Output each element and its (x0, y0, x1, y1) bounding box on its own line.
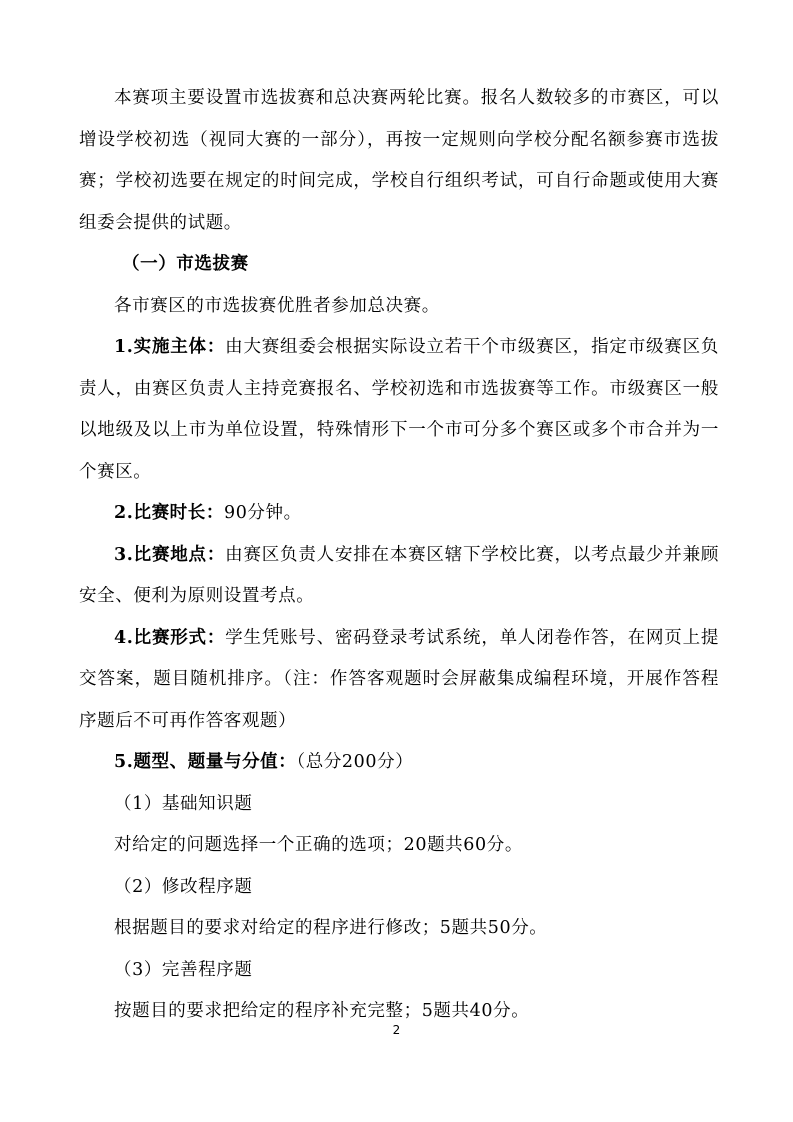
item-duration (79, 493, 719, 535)
section-heading: （一）市选拔赛 (122, 254, 249, 274)
intro-paragraph: 本赛项主要设置市选拔赛和总决赛两轮比赛。报名人数较多的市赛区，可以增设学校初选（视同大赛的一部分），再按一定规则向学校分配名额参赛市选拔赛；学校初选要在规定的时间完成，学校自行组织考试，可自行命题或使用大赛组委会提供的试题。 (79, 88, 719, 233)
question-type-desc: 按题目的要求把给定的程序补充完整；5题共40分。 (114, 1001, 530, 1021)
item-label: 3.比赛地点： (114, 544, 226, 565)
item-text: 90分钟。 (223, 503, 302, 523)
question-type-title: （2）修改程序题 (114, 876, 253, 897)
item-text: 由赛区负责人安排在本赛区辖下学校比赛，以考点最少并兼顾安全、便利为原则设置考点。 (79, 544, 719, 606)
item-label: 4.比赛形式： (114, 627, 226, 648)
item-venue (79, 535, 719, 618)
item-format (79, 618, 719, 743)
document-body (79, 78, 719, 1033)
page-number: 2 (392, 1023, 401, 1037)
item-question-types (79, 742, 719, 784)
item-text: 由大赛组委会根据实际设立若干个市级赛区，指定市级赛区负责人，由赛区负责人主持竞赛报名、学校初选和市选拔赛等工作。市级赛区一般以地级及以上市为单位设置，特殊情形下一个市可分多个赛区或多个市合并为一个赛区。 (79, 337, 719, 482)
item-label: 1.实施主体： (114, 337, 226, 357)
item-label: 2.比赛时长： (114, 503, 224, 523)
item-implementation (79, 327, 719, 493)
item-text: （总分200分） (296, 752, 414, 772)
item-label: 5.题型、题量与分值： (114, 752, 297, 772)
section-intro-paragraph: 各市赛区的市选拔赛优胜者参加总决赛。 (114, 295, 440, 316)
question-type-desc: 根据题目的要求对给定的程序进行修改；5题共50分。 (114, 918, 548, 938)
question-type-title: （3）完善程序题 (114, 959, 253, 980)
item-text: 学生凭账号、密码登录考试系统，单人闭卷作答，在网页上提交答案，题目随机排序。（注：作答客观题时会屏蔽集成编程环境，开展作答程序题后不可再作答客观题） (79, 627, 719, 731)
question-type-desc: 对给定的问题选择一个正确的选项；20题共60分。 (114, 835, 523, 855)
question-type-title: （1）基础知识题 (114, 793, 253, 814)
